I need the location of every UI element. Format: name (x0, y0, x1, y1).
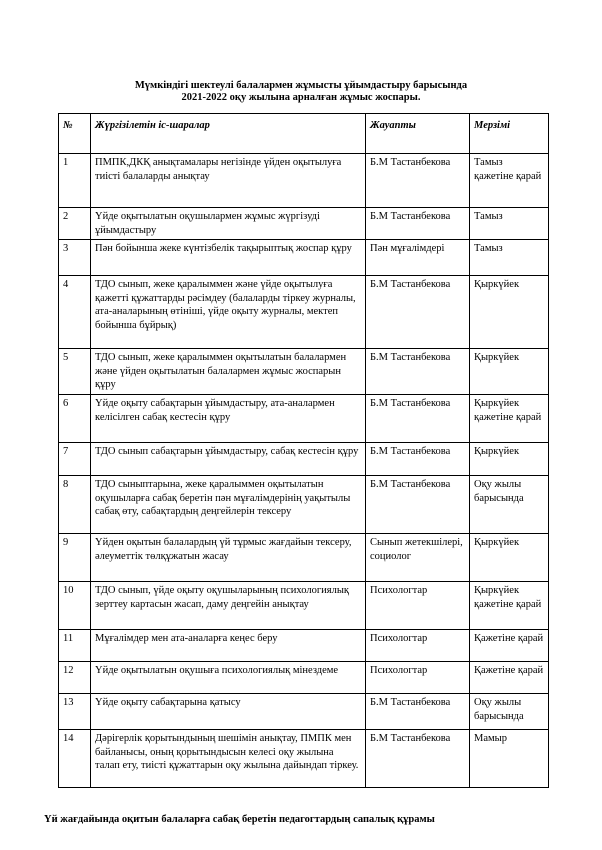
table-row (59, 694, 549, 730)
row-activity: ТДО сынып, жеке қаралыммен және үйде оқытылуға қажетті құжаттарды рәсімдеу (балаларды тіркеу журналы, ата-аналарының өтініші, үйде оқыту журналы, мектеп бойынша бұйрық) (91, 276, 366, 349)
row-activity: Үйде оқытылатын оқушылармен жұмыс жүргізуді ұйымдастыру (91, 208, 366, 240)
row-responsible: Психологтар (366, 582, 470, 630)
row-deadline: Оқу жылы барысында (470, 476, 549, 534)
table-row (59, 154, 549, 208)
row-number: 2 (59, 208, 91, 240)
row-responsible: Психологтар (366, 630, 470, 662)
header-responsible: Жауапты (366, 114, 470, 154)
title-line-2: 2021-2022 оқу жылына арналған жұмыс жоспары. (181, 92, 421, 103)
table-row (59, 534, 549, 582)
row-number: 10 (59, 582, 91, 630)
table-row (59, 582, 549, 630)
row-activity: ПМПК,ДКҚ анықтамалары негізінде үйден оқытылуға тиісті балаларды анықтау (91, 154, 366, 208)
row-deadline: Қыркүйек (470, 349, 549, 395)
row-responsible: Б.М Тастанбекова (366, 276, 470, 349)
row-responsible: Б.М Тастанбекова (366, 395, 470, 443)
table-row (59, 240, 549, 276)
row-activity: Үйден оқытын балалардың үй тұрмыс жағдайын тексеру, әлеуметтік төлқұжатын жасау (91, 534, 366, 582)
row-responsible: Б.М Тастанбекова (366, 443, 470, 476)
row-deadline: Оқу жылы барысында (470, 694, 549, 730)
row-number: 12 (59, 662, 91, 694)
table-header-row (59, 114, 549, 154)
row-deadline: Қыркүйек қажетіне қарай (470, 395, 549, 443)
row-number: 3 (59, 240, 91, 276)
row-deadline: Мамыр (470, 730, 549, 788)
row-deadline: Қыркүйек (470, 534, 549, 582)
row-responsible: Б.М Тастанбекова (366, 694, 470, 730)
section-heading: Үй жағдайында оқитын балаларға сабақ беретін педагогтардың сапалық құрамы (44, 814, 435, 825)
row-deadline: Қажетіне қарай (470, 630, 549, 662)
row-deadline: Тамыз қажетіне қарай (470, 154, 549, 208)
row-number: 13 (59, 694, 91, 730)
row-responsible: Психологтар (366, 662, 470, 694)
table-row (59, 208, 549, 240)
row-responsible: Б.М Тастанбекова (366, 730, 470, 788)
row-number: 5 (59, 349, 91, 395)
header-activity: Жүргізілетін іс-шаралар (91, 114, 366, 154)
table-row (59, 443, 549, 476)
row-activity: ТДО сынып сабақтарын ұйымдастыру, сабақ кестесін құру (91, 443, 366, 476)
row-activity: Дәрігерлік қорытындының шешімін анықтау, ПМПК мен байланысы, оның қорытындысын келесі оқу жылына талап ету, тиісті құжаттарын оқу жылына дайындап тіркеу. (91, 730, 366, 788)
table-row (59, 662, 549, 694)
table-row (59, 349, 549, 395)
row-activity: Мұғалімдер мен ата-аналарға кеңес беру (91, 630, 366, 662)
table-row (59, 476, 549, 534)
work-plan-table (58, 113, 549, 788)
row-number: 1 (59, 154, 91, 208)
row-deadline: Қыркүйек қажетіне қарай (470, 582, 549, 630)
table-row (59, 395, 549, 443)
row-deadline: Тамыз (470, 208, 549, 240)
row-responsible: Сынып жетекшілері, социолог (366, 534, 470, 582)
row-number: 7 (59, 443, 91, 476)
title-line-1: Мүмкіндігі шектеулі балалармен жұмысты ұйымдастыру барысында (134, 80, 468, 91)
row-activity: ТДО сыныптарына, жеке қаралыммен оқытылатын оқушыларға сабақ беретін пән мұғалімдерінің уақытылы сабақ өту, сабақтардың деңгейлерін тексеру (91, 476, 366, 534)
header-deadline: Мерзімі (470, 114, 549, 154)
row-activity: ТДО сынып, жеке қаралыммен оқытылатын балалармен және үйден оқытылатын балалармен жұмыс жоспарын құру (91, 349, 366, 395)
table-row (59, 730, 549, 788)
row-number: 9 (59, 534, 91, 582)
row-responsible: Б.М Тастанбекова (366, 349, 470, 395)
table-row (59, 276, 549, 349)
row-responsible: Б.М Тастанбекова (366, 208, 470, 240)
row-activity: Пән бойынша жеке күнтізбелік тақырыптық жоспар құру (91, 240, 366, 276)
row-responsible: Б.М Тастанбекова (366, 476, 470, 534)
row-deadline: Қыркүйек (470, 276, 549, 349)
row-responsible: Б.М Тастанбекова (366, 154, 470, 208)
row-number: 11 (59, 630, 91, 662)
row-activity: Үйде оқытылатын оқушыға психологиялық мінездеме (91, 662, 366, 694)
header-number: № (59, 114, 91, 154)
row-deadline: Қажетіне қарай (470, 662, 549, 694)
row-activity: Үйде оқыту сабақтарына қатысу (91, 694, 366, 730)
row-responsible: Пән мұғалімдері (366, 240, 470, 276)
row-number: 14 (59, 730, 91, 788)
row-number: 4 (59, 276, 91, 349)
row-activity: ТДО сынып, үйде оқыту оқушыларының психологиялық зерттеу картасын жасап, даму деңгейін анықтау (91, 582, 366, 630)
row-number: 8 (59, 476, 91, 534)
row-deadline: Тамыз (470, 240, 549, 276)
row-activity: Үйде оқыту сабақтарын ұйымдастыру, ата-аналармен келісілген сабақ кестесін құру (91, 395, 366, 443)
row-number: 6 (59, 395, 91, 443)
table-row (59, 630, 549, 662)
document-title (0, 80, 602, 104)
row-deadline: Қыркүйек (470, 443, 549, 476)
